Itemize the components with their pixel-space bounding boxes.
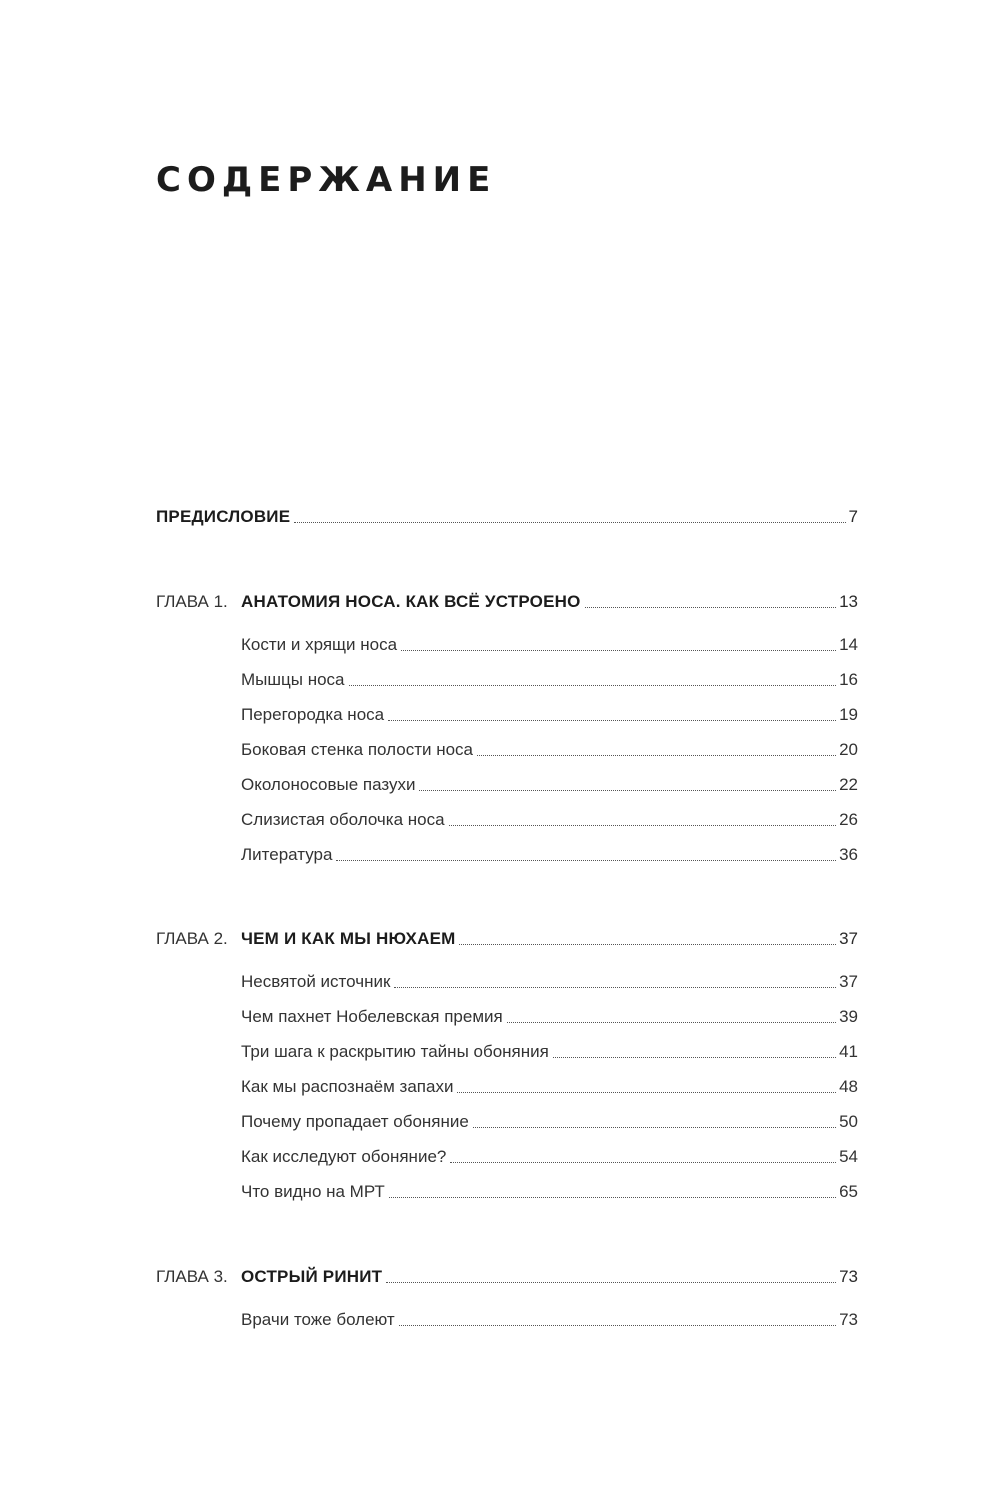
toc-page-number: 19 (839, 705, 858, 724)
toc-entry-section[interactable] (241, 1000, 858, 1028)
page-title: СОДЕРЖАНИЕ (156, 160, 497, 200)
toc-page-number: 37 (839, 972, 858, 991)
toc-entry-preface[interactable] (156, 500, 858, 528)
toc-entry-label: ПРЕДИСЛОВИЕ (156, 507, 291, 526)
toc-entry-section[interactable] (241, 768, 858, 796)
toc-entry-section[interactable] (241, 733, 858, 761)
section-title: Три шага к раскрытию тайны обоняния (241, 1042, 549, 1061)
dot-leader (419, 790, 836, 791)
section-title: Что видно на МРТ (241, 1182, 385, 1201)
chapter-number: ГЛАВА 3. (156, 1267, 228, 1286)
toc-entry-section[interactable] (241, 1035, 858, 1063)
toc-entry-chapter[interactable] (241, 922, 858, 950)
dot-leader (401, 650, 836, 651)
dot-leader (473, 1127, 836, 1128)
toc-page-number: 73 (839, 1310, 858, 1329)
toc-page-number: 39 (839, 1007, 858, 1026)
dot-leader (388, 720, 836, 721)
dot-leader (459, 944, 836, 945)
toc-entry-section[interactable] (241, 698, 858, 726)
toc-page-number: 7 (848, 507, 858, 526)
dot-leader (394, 987, 836, 988)
toc-entry-section[interactable] (241, 1175, 858, 1203)
section-title: Почему пропадает обоняние (241, 1112, 469, 1131)
toc-page-number: 54 (839, 1147, 858, 1166)
toc-entry-section[interactable] (241, 1105, 858, 1133)
dot-leader (294, 522, 845, 523)
dot-leader (399, 1325, 836, 1326)
toc-entry-section[interactable] (241, 1303, 858, 1331)
toc-entry-section[interactable] (241, 628, 858, 656)
toc-page-number: 73 (839, 1267, 858, 1286)
section-title: Как мы распознаём запахи (241, 1077, 454, 1096)
section-title: Слизистая оболочка носа (241, 810, 445, 829)
chapter-title: АНАТОМИЯ НОСА. КАК ВСЁ УСТРОЕНО (241, 592, 581, 611)
toc-entry-chapter[interactable] (241, 1260, 858, 1288)
section-title: Как исследуют обоняние? (241, 1147, 447, 1166)
dot-leader (336, 860, 836, 861)
toc-page-number: 48 (839, 1077, 858, 1096)
dot-leader (449, 825, 837, 826)
toc-entry-chapter[interactable] (241, 585, 858, 613)
chapter-title: ЧЕМ И КАК МЫ НЮХАЕМ (241, 929, 456, 948)
section-title: Кости и хрящи носа (241, 635, 398, 654)
toc-entry-section[interactable] (241, 1070, 858, 1098)
section-title: Перегородка носа (241, 705, 385, 724)
toc-page-number: 36 (839, 845, 858, 864)
toc-entry-section[interactable] (241, 663, 858, 691)
dot-leader (349, 685, 837, 686)
dot-leader (507, 1022, 836, 1023)
section-title: Боковая стенка полости носа (241, 740, 473, 759)
toc-page-number: 13 (839, 592, 858, 611)
chapter-number: ГЛАВА 1. (156, 592, 228, 611)
section-title: Мышцы носа (241, 670, 345, 689)
toc-page-number: 41 (839, 1042, 858, 1061)
section-title: Несвятой источник (241, 972, 391, 991)
dot-leader (389, 1197, 836, 1198)
toc-entry-section[interactable] (241, 965, 858, 993)
dot-leader (450, 1162, 836, 1163)
section-title: Литература (241, 845, 333, 864)
section-title: Околоносовые пазухи (241, 775, 416, 794)
toc-page-number: 22 (839, 775, 858, 794)
toc-entry-section[interactable] (241, 1140, 858, 1168)
toc-page-number: 50 (839, 1112, 858, 1131)
toc-page-number: 14 (839, 635, 858, 654)
dot-leader (386, 1282, 836, 1283)
toc-entry-section[interactable] (241, 838, 858, 866)
dot-leader (477, 755, 836, 756)
chapter-number: ГЛАВА 2. (156, 929, 228, 948)
toc-page-number: 65 (839, 1182, 858, 1201)
toc-entry-section[interactable] (241, 803, 858, 831)
section-title: Чем пахнет Нобелевская премия (241, 1007, 503, 1026)
dot-leader (553, 1057, 836, 1058)
dot-leader (457, 1092, 836, 1093)
toc-page-number: 37 (839, 929, 858, 948)
chapter-title: ОСТРЫЙ РИНИТ (241, 1267, 383, 1286)
section-title: Врачи тоже болеют (241, 1310, 395, 1329)
toc-page-number: 16 (839, 670, 858, 689)
dot-leader (585, 607, 837, 608)
toc-page-number: 26 (839, 810, 858, 829)
toc-page-number: 20 (839, 740, 858, 759)
